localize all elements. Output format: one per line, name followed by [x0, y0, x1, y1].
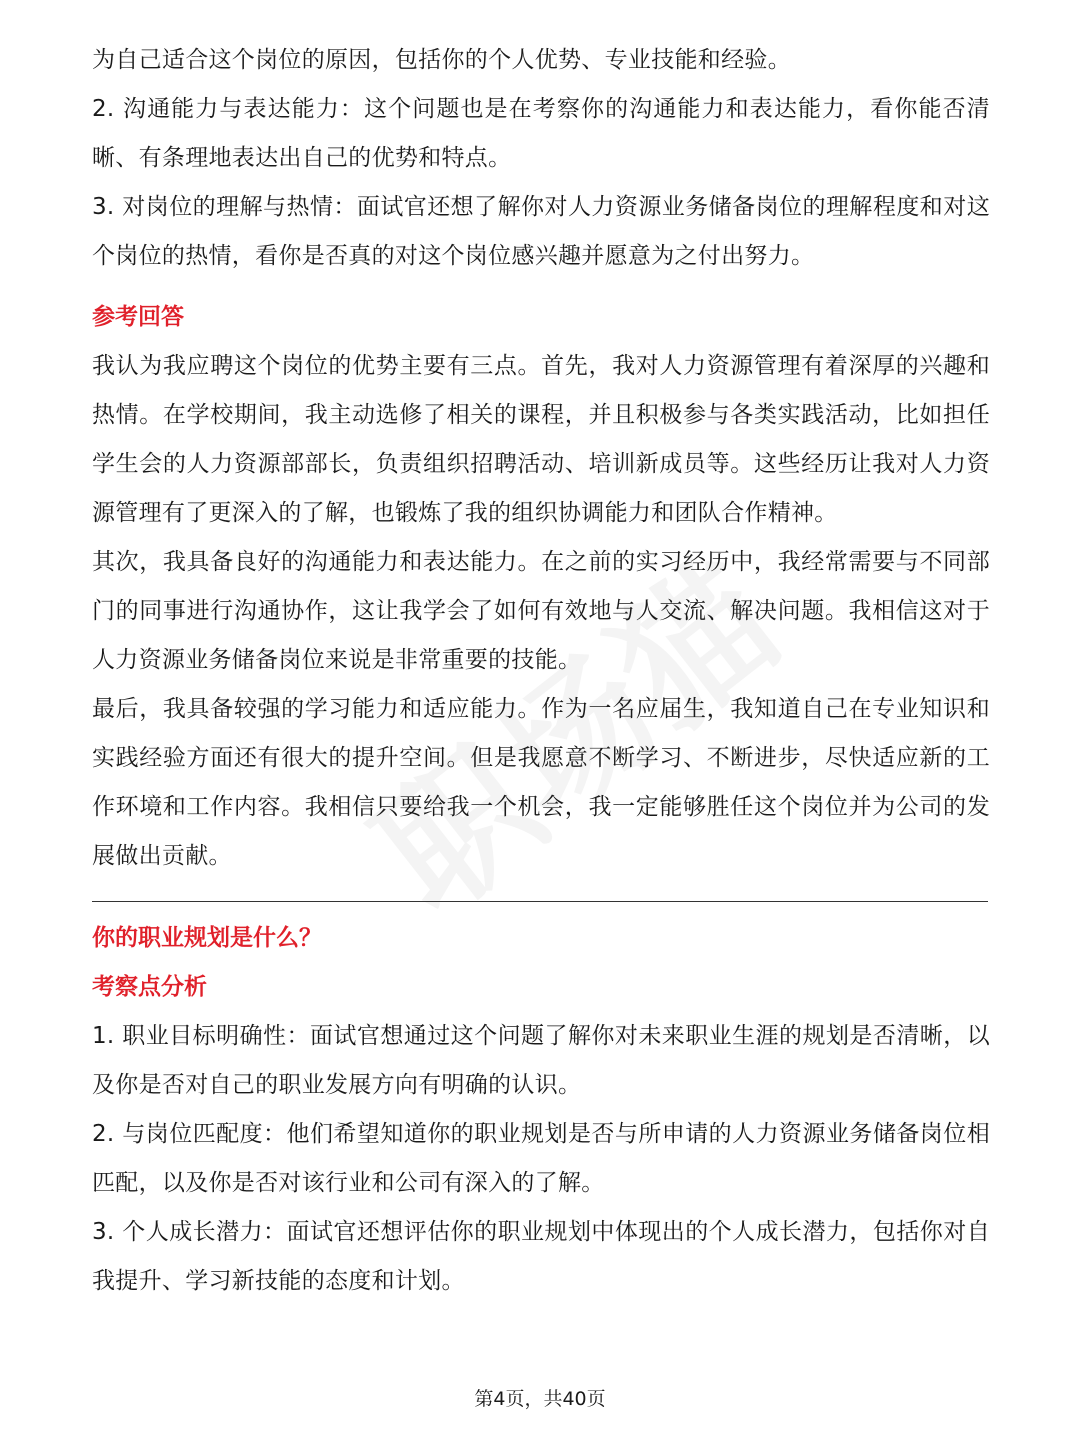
- section-divider: [92, 901, 988, 902]
- reference-answer-heading: 参考回答: [92, 304, 184, 330]
- analysis-point-2: 2. 与岗位匹配度：他们希望知道你的职业规划是否与所申请的人力资源业务储备岗位相匹配，以及你是否对该行业和公司有深入的了解。: [92, 1121, 990, 1196]
- analysis-point-3: 3. 对岗位的理解与热情：面试官还想了解你对人力资源业务储备岗位的理解程度和对这个岗位的热情，看你是否真的对这个岗位感兴趣并愿意为之付出努力。: [92, 194, 990, 269]
- answer-paragraph-2: 其次，我具备良好的沟通能力和表达能力。在之前的实习经历中，我经常需要与不同部门的同事进行沟通协作，这让我学会了如何有效地与人交流、解决问题。我相信这对于人力资源业务储备岗位来说是非常重要的技能。: [92, 549, 990, 673]
- page-number: 第4页，共40页: [474, 1388, 606, 1410]
- analysis-point-2: 2. 沟通能力与表达能力：这个问题也是在考察你的沟通能力和表达能力，看你能否清晰、有条理地表达出自己的优势和特点。: [92, 96, 990, 171]
- answer-paragraph-3: 最后，我具备较强的学习能力和适应能力。作为一名应届生，我知道自己在专业知识和实践经验方面还有很大的提升空间。但是我愿意不断学习、不断进步，尽快适应新的工作环境和工作内容。我相信只要给我一个机会，我一定能够胜任这个岗位并为公司的发展做出贡献。: [92, 696, 990, 869]
- document-page: [92, 36, 990, 1306]
- section-analysis-continued: [92, 36, 990, 281]
- analysis-point-1: 1. 职业目标明确性：面试官想通过这个问题了解你对未来职业生涯的规划是否清晰，以及你是否对自己的职业发展方向有明确的认识。: [92, 1023, 990, 1098]
- analysis-point-3: 3. 个人成长潜力：面试官还想评估你的职业规划中体现出的个人成长潜力，包括你对自我提升、学习新技能的态度和计划。: [92, 1219, 990, 1294]
- analysis-heading: 考察点分析: [92, 974, 207, 1000]
- answer-paragraph-1: 我认为我应聘这个岗位的优势主要有三点。首先，我对人力资源管理有着深厚的兴趣和热情。在学校期间，我主动选修了相关的课程，并且积极参与各类实践活动，比如担任学生会的人力资源部部长，负责组织招聘活动、培训新成员等。这些经历让我对人力资源管理有了更深入的了解，也锻炼了我的组织协调能力和团队合作精神。: [92, 353, 990, 526]
- section-reference-answer: [92, 293, 990, 881]
- paragraph: 为自己适合这个岗位的原因，包括你的个人优势、专业技能和经验。: [92, 47, 791, 73]
- section-question-2: [92, 914, 990, 1306]
- question-title: 你的职业规划是什么？: [92, 925, 322, 951]
